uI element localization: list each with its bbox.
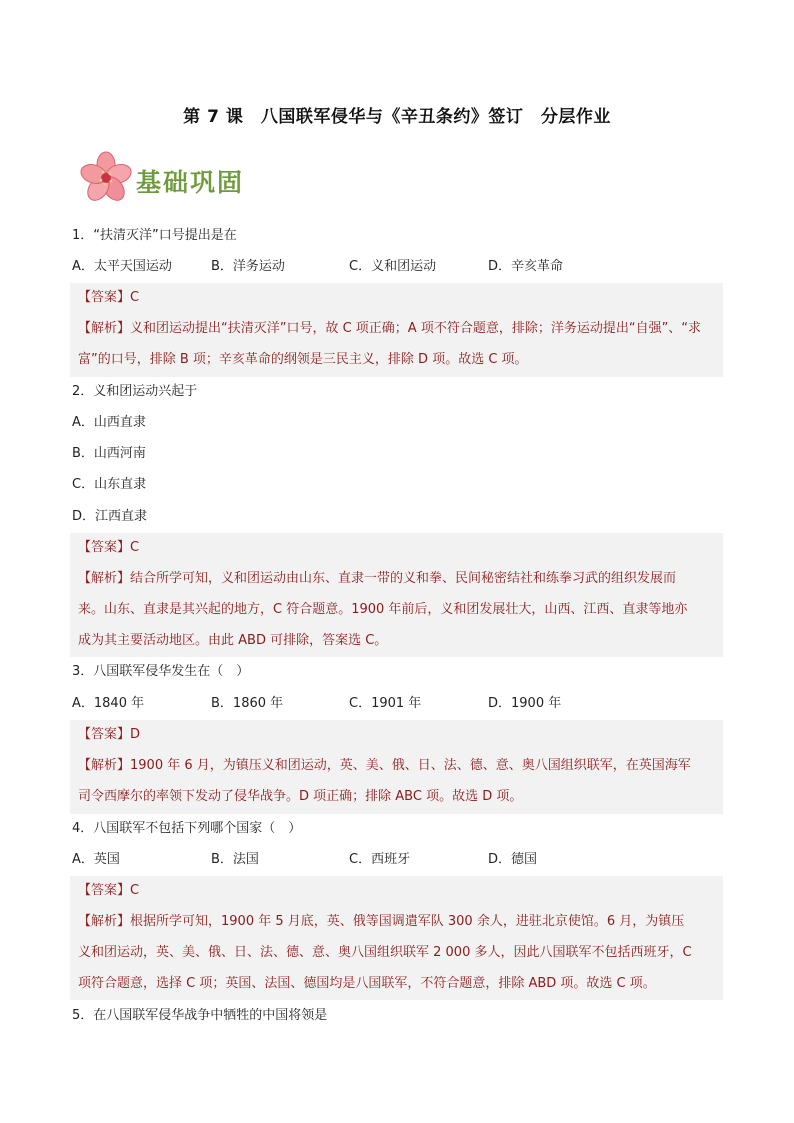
- analysis-line: 【解析】1900 年 6 月，为镇压义和团运动，英、美、俄、日、法、德、意、奥八国组织联军，在英国海军: [78, 758, 691, 773]
- answer-key: 【答案】C: [78, 290, 140, 305]
- question-stem: 3．八国联军侵华发生在（ ）: [72, 664, 250, 679]
- option-a: A．英国: [72, 852, 120, 867]
- section-title: 基础巩固: [136, 168, 245, 197]
- analysis-line: 富”的口号，排除 B 项；辛亥革命的纲领是三民主义，排除 D 项。故选 C 项。: [78, 352, 528, 367]
- question-stem: 2．义和团运动兴起于: [72, 384, 198, 399]
- option-b: B．山西河南: [72, 446, 146, 461]
- analysis-line: 【解析】根据所学可知，1900 年 5 月底，英、俄等国调遣军队 300 余人，进驻北京使馆。6 月，为镇压: [78, 914, 685, 929]
- option-b: B．1860 年: [211, 696, 284, 711]
- option-d: D．德国: [488, 852, 538, 867]
- page-title: 第 7 课 八国联军侵华与《辛丑条约》签订 分层作业: [183, 107, 611, 127]
- answer-box: [70, 533, 723, 657]
- analysis-line: 成为其主要活动地区。由此 ABD 可排除，答案选 C。: [78, 633, 388, 648]
- option-d: D．辛亥革命: [488, 259, 564, 274]
- flower-icon: [76, 150, 134, 206]
- option-b: B．洋务运动: [211, 259, 285, 274]
- question-stem: 4．八国联军不包括下列哪个国家（ ）: [72, 821, 302, 836]
- question-stem: 1．“扶清灭洋”口号提出是在: [72, 228, 237, 243]
- answer-key: 【答案】C: [78, 883, 140, 898]
- analysis-line: 司令西摩尔的率领下发动了侵华战争。D 项正确；排除 ABC 项。故选 D 项。: [78, 789, 523, 804]
- section-header: [76, 150, 376, 206]
- option-a: A．太平天国运动: [72, 259, 172, 274]
- option-d: D．江西直隶: [72, 509, 148, 524]
- option-c: C．西班牙: [349, 852, 411, 867]
- analysis-line: 项符合题意，选择 C 项；英国、法国、德国均是八国联军，不符合题意，排除 ABD 项。故选 C 项。: [78, 976, 656, 991]
- answer-key: 【答案】C: [78, 540, 140, 555]
- option-a: A．山西直隶: [72, 415, 146, 430]
- analysis-line: 来。山东、直隶是其兴起的地方，C 符合题意。1900 年前后，义和团发展壮大，山西、江西、直隶等地亦: [78, 602, 688, 617]
- option-c: C．山东直隶: [72, 477, 147, 492]
- option-d: D．1900 年: [488, 696, 562, 711]
- option-c: C．1901 年: [349, 696, 422, 711]
- answer-box: [70, 283, 723, 377]
- option-a: A．1840 年: [72, 696, 145, 711]
- option-b: B．法国: [211, 852, 259, 867]
- option-c: C．义和团运动: [349, 259, 437, 274]
- analysis-line: 义和团运动，英、美、俄、日、法、德、意、奥八国组织联军 2 000 多人，因此八国联军不包括西班牙，C: [78, 945, 692, 960]
- question-stem: 5．在八国联军侵华战争中牺牲的中国将领是: [72, 1008, 328, 1023]
- answer-box: [70, 876, 723, 1000]
- answer-box: [70, 720, 723, 814]
- answer-key: 【答案】D: [78, 727, 141, 742]
- analysis-line: 【解析】结合所学可知，义和团运动由山东、直隶一带的义和拳、民间秘密结社和练拳习武的组织发展而: [78, 571, 677, 586]
- analysis-line: 【解析】义和团运动提出“扶清灭洋”口号，故 C 项正确；A 项不符合题意，排除；洋务运动提出“自强”、“求: [78, 321, 702, 336]
